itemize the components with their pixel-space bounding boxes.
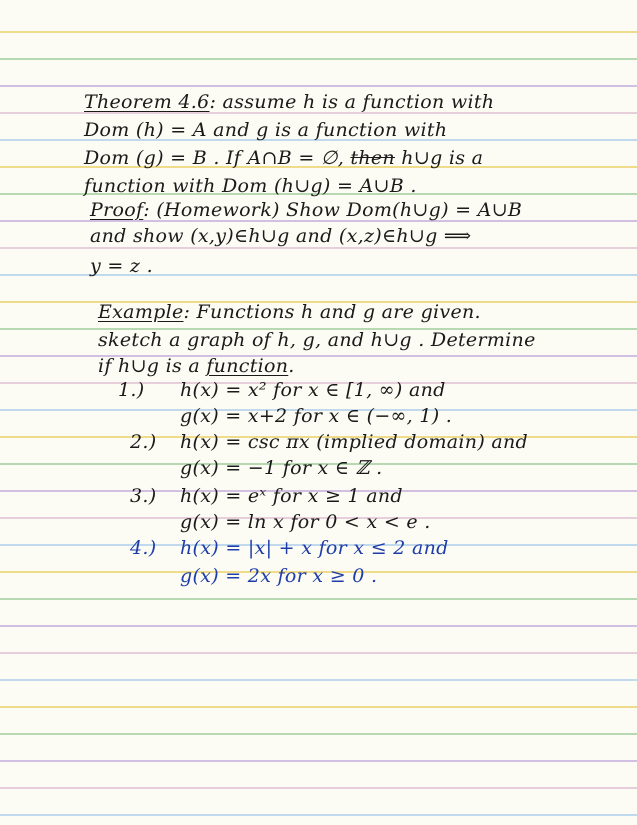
proof-line-1 [90,200,522,220]
example-text-3a: if h∪g is a [98,355,207,377]
example-text-1: : Functions h and g are given. [183,301,481,323]
example-text-3b: . [288,355,295,377]
theorem-struck-word: then [350,147,395,169]
item-3-number: 3.) [130,485,157,507]
theorem-line-2: Dom (h) = A and g is a function with [84,119,448,141]
example-line-1 [98,302,481,322]
proof-heading: Proof [90,199,144,221]
item-2-number: 2.) [130,431,157,453]
example-underlined-word: function [206,355,289,377]
item-2-line-1: h(x) = csc πx (implied domain) and [180,431,528,453]
item-2-line-2: g(x) = −1 for x ∈ ℤ . [180,457,383,479]
theorem-text-3b: h∪g is a [394,147,484,169]
proof-line-2: and show (x,y)∈h∪g and (x,z)∈h∪g ⟹ [90,225,472,247]
item-1-line-1: h(x) = x² for x ∈ [1, ∞) and [180,379,446,401]
example-line-3 [98,356,295,376]
theorem-line-3 [84,148,483,168]
theorem-text-1: : assume h is a function with [209,91,495,113]
proof-text-1: : (Homework) Show Dom(h∪g) = A∪B [143,199,523,221]
item-4-line-1: h(x) = |x| + x for x ≤ 2 and [180,537,449,559]
theorem-text-3a: Dom (g) = B . If A∩B = ∅, [84,147,351,169]
item-3-line-1: h(x) = eˣ for x ≥ 1 and [180,485,403,507]
item-3-line-2: g(x) = ln x for 0 < x < e . [180,511,431,533]
example-heading: Example [98,301,184,323]
example-line-2: sketch a graph of h, g, and h∪g . Determine [98,329,536,351]
theorem-line-4: function with Dom (h∪g) = A∪B . [84,175,417,197]
item-1-number: 1.) [118,379,145,401]
theorem-heading: Theorem 4.6 [84,91,210,113]
proof-line-3: y = z . [90,255,153,277]
item-4-number: 4.) [130,537,157,559]
theorem-line-1 [84,92,494,112]
item-1-line-2: g(x) = x+2 for x ∈ (−∞, 1) . [180,405,453,427]
item-4-line-2: g(x) = 2x for x ≥ 0 . [180,565,378,587]
